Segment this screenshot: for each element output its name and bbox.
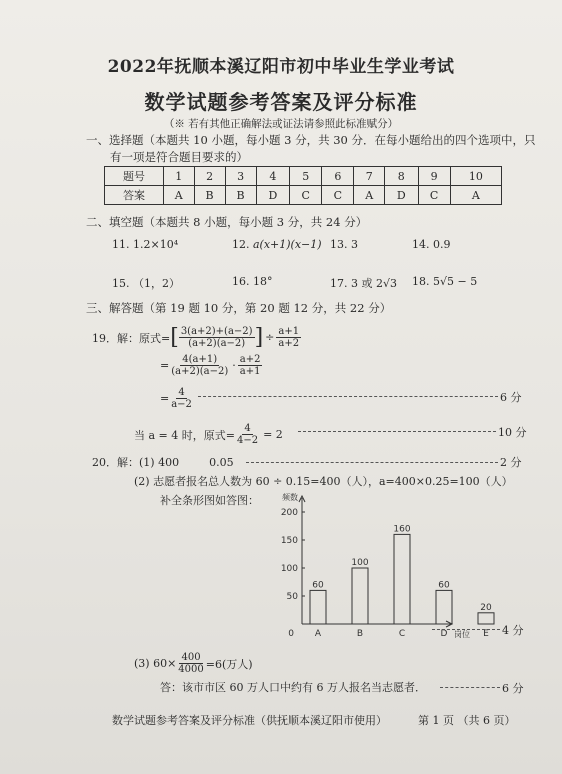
choice-answer-table: [104, 166, 502, 205]
frequency-bar-chart: [262, 490, 512, 638]
category-label: C: [398, 629, 406, 638]
score-mark: 4 分: [502, 624, 524, 637]
table-row-answers: [105, 186, 502, 205]
fill-item-12: 12. a(x+1)(x−1): [232, 238, 322, 251]
table-cell: D: [385, 186, 419, 205]
table-cell: 5: [290, 167, 322, 186]
q20-part2-cont: 补全条形图如答图：: [160, 494, 259, 507]
q19-line4: 当 a = 4 时，原式= $\frac{4}{4-2}$ = 2: [134, 423, 283, 446]
category-label: D: [440, 629, 448, 638]
score-leader: [198, 396, 498, 397]
q19-fraction-2: $\frac{a+1}{a+2}$: [278, 326, 300, 349]
section3-heading: 三、解答题（第 19 题 10 分，第 20 题 12 分，共 22 分）: [86, 301, 392, 315]
table-cell: 1: [164, 167, 195, 186]
y-axis-label: 频数: [282, 493, 298, 502]
fill-item-15: 15. （1，2）: [112, 277, 180, 290]
fill-item-16: 16. 18°: [232, 275, 273, 288]
page-number: 第 1 页 （共 6 页）: [418, 714, 516, 727]
table-cell: C: [322, 186, 354, 205]
score-leader: [246, 462, 498, 463]
bar-value-label: 100: [351, 558, 369, 568]
section1-heading: 一、选择题（本题共 10 小题，每小题 3 分，共 30 分．在每小题给出的四个选项中，只: [86, 133, 536, 147]
bar: [478, 613, 494, 624]
chart-labels: [281, 492, 492, 638]
fill-item-17: 17. 3 或 2√3: [330, 277, 397, 290]
q20-part3: (3) 60× $\frac{400}{4000}$ =6(万人): [134, 652, 253, 675]
bar: [394, 534, 410, 624]
y-tick-label: 150: [280, 536, 298, 546]
table-cell: 4: [256, 167, 290, 186]
q20-conclusion: 答：该市市区 60 万人口中约有 6 万人报名当志愿者．: [160, 681, 426, 694]
table-cell: A: [354, 186, 385, 205]
table-cell: B: [225, 186, 256, 205]
table-cell: 10: [450, 167, 501, 186]
category-label: A: [314, 629, 322, 638]
q19-fraction-6: $\frac{4}{4-2}$: [236, 423, 259, 446]
table-cell: 3: [225, 167, 256, 186]
table-cell: B: [194, 186, 225, 205]
score-mark: 6 分: [500, 391, 522, 404]
table-cell: 6: [322, 167, 354, 186]
bar: [310, 590, 326, 624]
table-cell: 8: [385, 167, 419, 186]
q20-part1: 20．解：(1) 400 0.05: [92, 456, 234, 469]
bar: [436, 590, 452, 624]
table-cell: 7: [354, 167, 385, 186]
table-cell: 2: [194, 167, 225, 186]
q20-part2: (2) 志愿者报名总人数为 60 ÷ 0.15=400（人），a=400×0.25=100（人）: [134, 475, 513, 488]
bar-value-label: 60: [312, 580, 324, 591]
score-mark: 10 分: [498, 426, 527, 439]
exam-title: 2022年抚顺本溪辽阳市初中毕业生学业考试: [107, 57, 455, 77]
section2-heading: 二、填空题（本题共 8 小题，每小题 3 分，共 24 分）: [86, 215, 368, 229]
q19-line1: 19．解：原式= [ $\frac{3(a+2)+(a-2)}{(a+2)(a-2)}$ ] ÷ $\frac{a+1}{a+2}$: [92, 324, 300, 350]
chart-axes: [299, 496, 452, 627]
bar-value-label: 160: [393, 524, 411, 535]
table-label-number: 题号: [105, 167, 164, 186]
category-label: B: [356, 629, 364, 638]
table-label-answer: 答案: [105, 186, 164, 205]
score-mark: 2 分: [500, 456, 522, 469]
fill-item-13: 13. 3: [330, 238, 358, 251]
chart-bars: [310, 534, 494, 624]
y-tick-label: 50: [286, 592, 298, 602]
y-tick-label: 200: [280, 508, 298, 518]
y-tick-label: 100: [280, 564, 298, 574]
table-row-numbers: [105, 167, 502, 186]
q19-label: 19．解：原式=: [92, 331, 171, 345]
table-cell: C: [290, 186, 322, 205]
x-axis-label: 岗位: [454, 630, 470, 638]
fill-item-18: 18. 5√5 − 5: [412, 275, 478, 288]
q20-fraction: $\frac{400}{4000}$: [178, 652, 204, 675]
bar-value-label: 60: [438, 580, 450, 591]
bar: [352, 568, 368, 624]
footer-left: 数学试题参考答案及评分标准（供抚顺本溪辽阳市使用）: [112, 714, 387, 727]
table-cell: D: [256, 186, 290, 205]
q19-line3: = $\frac{4}{a-2}$: [160, 387, 192, 410]
y-tick-label: 0: [288, 629, 294, 638]
fill-item-11: 11. 1.2×10⁴: [112, 238, 179, 251]
bracket-close: ]: [254, 324, 264, 350]
table-cell: 9: [418, 167, 450, 186]
q19-line2: = $\frac{4(a+1)}{(a+2)(a-2)}$ · $\frac{a+2}{a+1}$: [160, 354, 261, 377]
exam-subtitle: 数学试题参考答案及评分标准: [144, 90, 418, 114]
category-label: E: [483, 629, 489, 638]
score-leader: [298, 431, 496, 432]
fill-item-14: 14. 0.9: [412, 238, 451, 251]
table-cell: A: [450, 186, 501, 205]
score-leader: [440, 687, 500, 688]
table-cell: A: [164, 186, 195, 205]
table-cell: C: [418, 186, 450, 205]
q19-fraction-3: $\frac{4(a+1)}{(a+2)(a-2)}$: [171, 354, 229, 377]
bracket-open: [: [170, 324, 179, 350]
section1-heading-cont: 有一项是符合题目要求的）: [110, 150, 248, 164]
grading-note: （※ 若有其他正确解法或证法请参照此标准赋分）: [163, 118, 399, 130]
bar-value-label: 20: [480, 602, 492, 613]
q19-fraction-4: $\frac{a+2}{a+1}$: [239, 354, 261, 377]
score-leader: [432, 629, 500, 630]
score-mark: 6 分: [502, 682, 524, 695]
q19-fraction-1: $\frac{3(a+2)+(a-2)}{(a+2)(a-2)}$: [180, 326, 253, 349]
q19-fraction-5: $\frac{4}{a-2}$: [171, 387, 192, 410]
